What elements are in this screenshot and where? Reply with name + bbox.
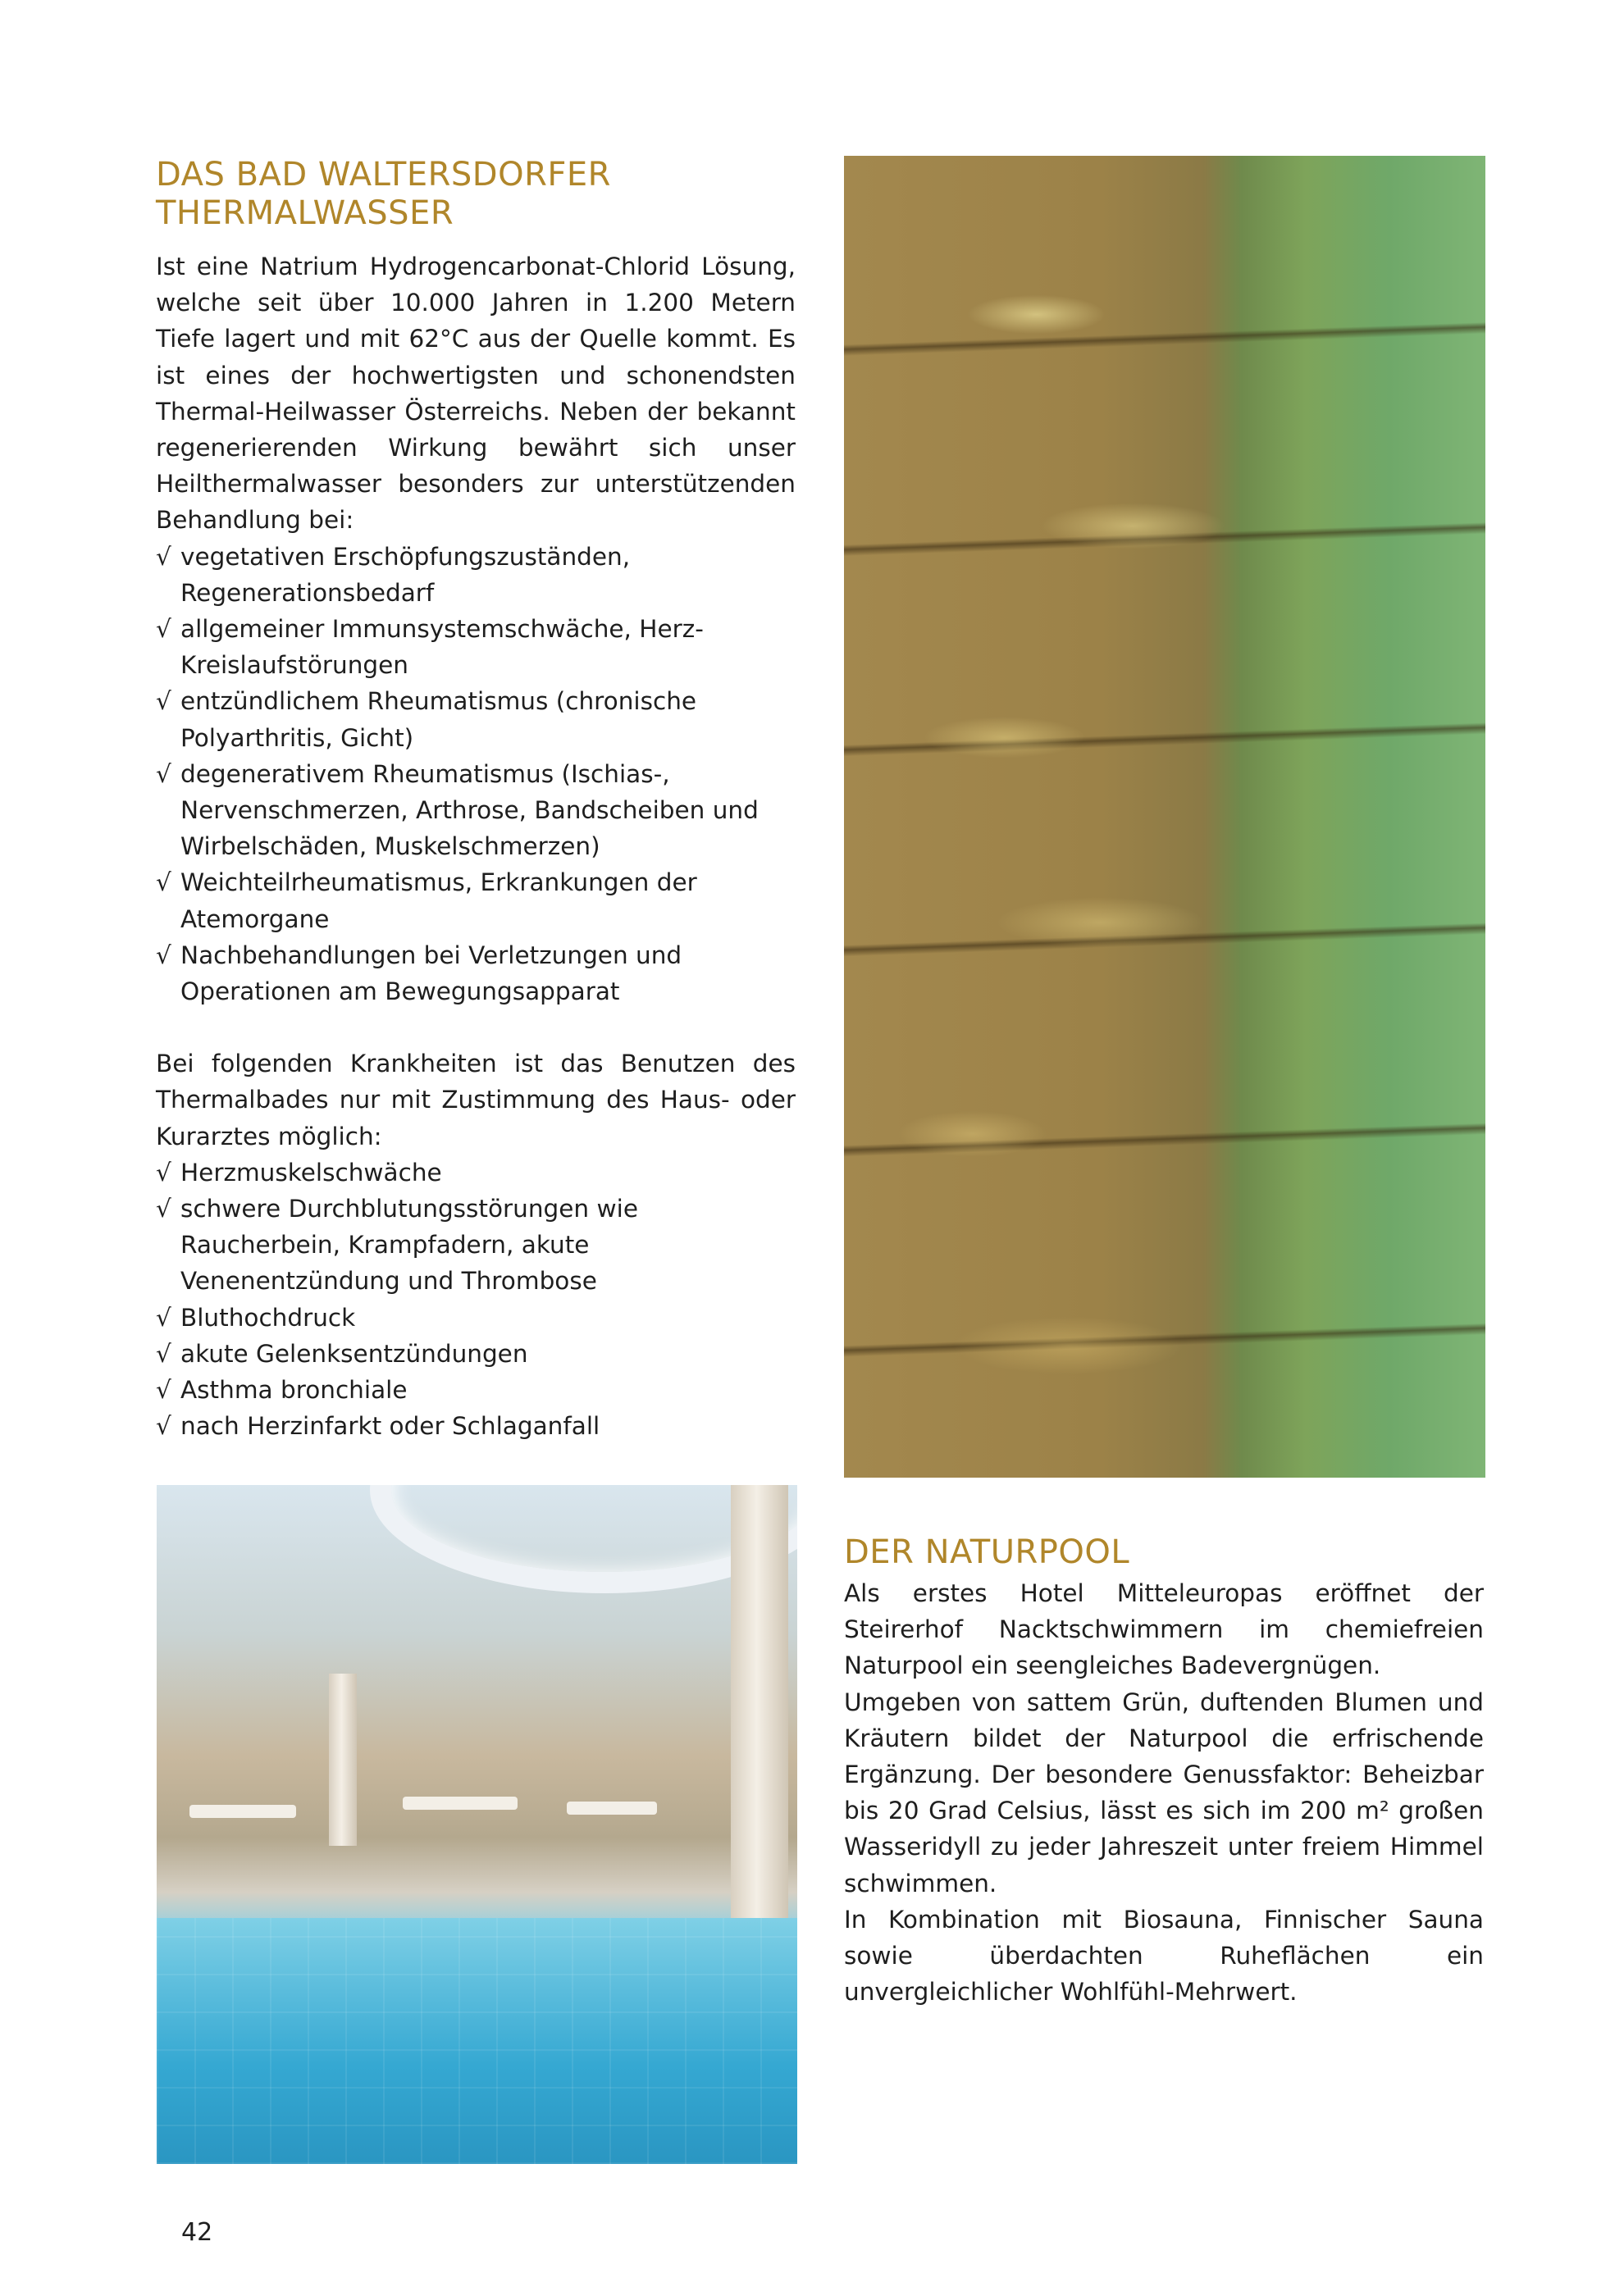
list-item: √ degenerativem Rheumatismus (Ischias-, Nervenschmerzen, Arthrose, Bandscheiben und Wirbelschäden, Muskelschmerzen): [156, 756, 796, 865]
list-item: √ vegetativen Erschöpfungszuständen, Regenerationsbedarf: [156, 539, 796, 611]
check-icon: √: [156, 542, 171, 571]
check-icon: √: [156, 759, 171, 788]
naturpool-paragraph: Umgeben von sattem Grün, duftenden Blumen und Kräutern bildet der Naturpool die erfrischende Ergänzung. Der besondere Genussfaktor: Beheizbar bis 20 Grad Celsius, lässt es sich im 200 m² großen Wasseridyll zu jeder Jahreszeit unter freiem Himmel schwimmen.: [844, 1688, 1484, 1897]
list-item: √ Nachbehandlungen bei Verletzungen und Operationen am Bewegungsapparat: [156, 937, 796, 1009]
list-item: √ schwere Durchblutungsstörungen wie Raucherbein, Krampfadern, akute Venenentzündung und Thrombose: [156, 1191, 796, 1300]
indoor-pool-photo: [157, 1485, 797, 2164]
list-item: √ allgemeiner Immunsystemschwäche, Herz-Kreislaufstörungen: [156, 611, 796, 683]
naturpool-heading: DER NATURPOOL: [844, 1533, 1130, 1571]
thermal-intro: Ist eine Natrium Hydrogencarbonat-Chlorid Lösung, welche seit über 10.000 Jahren in 1.200 Metern Tiefe lagert und mit 62°C aus der Quelle kommt. Es ist eines der hochwertigsten und schonendsten Thermal-Heilwasser Österreichs. Neben der bekannt regenerierenden Wirkung bewährt sich unser Heilthermalwasser besonders zur unterstützenden Behandlung bei:: [156, 253, 796, 535]
check-icon: √: [156, 615, 171, 644]
natural-pool-steps-photo: [844, 156, 1485, 1478]
restriction-list: [156, 1155, 796, 1445]
list-item: √ Bluthochdruck: [156, 1300, 796, 1336]
lounger: [403, 1797, 518, 1810]
check-icon: √: [156, 687, 171, 716]
pillar: [329, 1674, 357, 1846]
check-icon: √: [156, 1158, 171, 1187]
lounger: [189, 1805, 296, 1818]
page-number: 42: [181, 2218, 213, 2247]
thermal-heading: DAS BAD WALTERSDORFER THERMALWASSER: [156, 156, 611, 232]
list-item: √ Asthma bronchiale: [156, 1372, 796, 1408]
pool-water: [157, 1918, 797, 2164]
check-icon: √: [156, 1339, 171, 1368]
check-icon: √: [156, 1303, 171, 1332]
check-icon: √: [156, 868, 171, 897]
list-item: √ akute Gelenksentzündungen: [156, 1336, 796, 1372]
list-item: √ nach Herzinfarkt oder Schlaganfall: [156, 1408, 796, 1444]
restriction-intro: Bei folgenden Krankheiten ist das Benutzen des Thermalbades nur mit Zustimmung des Haus- oder Kurarztes möglich:: [156, 1050, 796, 1150]
check-icon: √: [156, 1195, 171, 1223]
lounger: [567, 1802, 657, 1815]
thermal-text-column: [156, 248, 796, 1445]
list-item: √ entzündlichem Rheumatismus (chronische Polyarthritis, Gicht): [156, 683, 796, 755]
naturpool-paragraph: Als erstes Hotel Mitteleuropas eröffnet der Steirerhof Nacktschwimmern im chemiefreien Naturpool ein seengleiches Badevergnügen.: [844, 1579, 1484, 1680]
list-item: √ Herzmuskelschwäche: [156, 1155, 796, 1191]
list-item: √ Weichteilrheumatismus, Erkrankungen der Atemorgane: [156, 864, 796, 936]
naturpool-paragraph: In Kombination mit Biosauna, Finnischer Sauna sowie überdachten Ruheflächen ein unvergleichlicher Wohlfühl-Mehrwert.: [844, 1905, 1484, 2007]
indication-list: [156, 539, 796, 1010]
check-icon: √: [156, 941, 171, 969]
check-icon: √: [156, 1412, 171, 1441]
pillar: [731, 1485, 788, 1993]
naturpool-text-column: [844, 1575, 1484, 2010]
check-icon: √: [156, 1376, 171, 1405]
